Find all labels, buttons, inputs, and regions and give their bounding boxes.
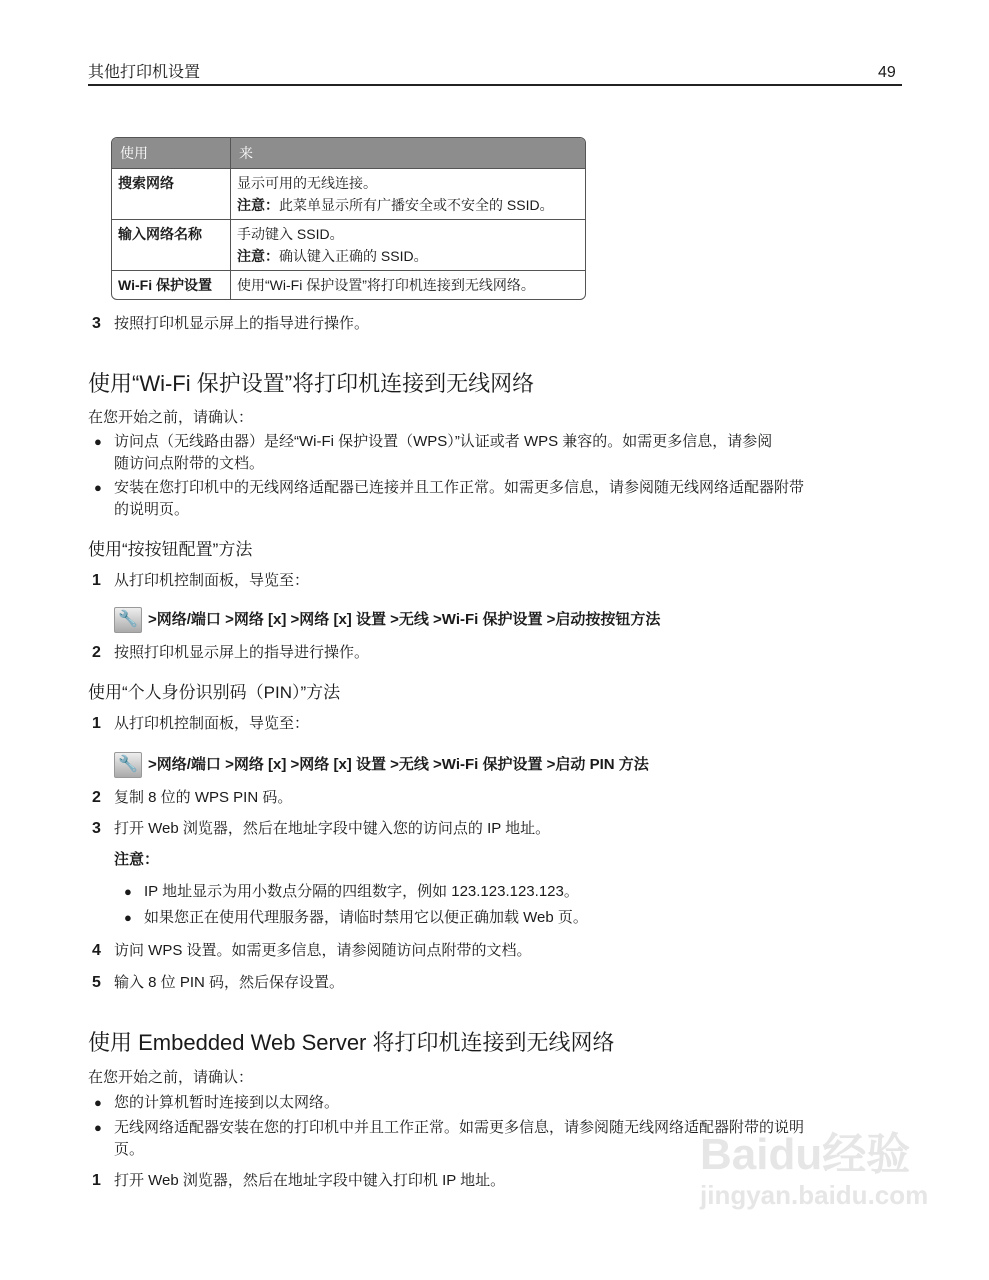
bullet-text: 您的计算机暂时连接到以太网络。 [114, 1094, 340, 1111]
step-text: 打开 Web 浏览器，然后在地址字段中键入打印机 IP 地址。 [114, 1172, 506, 1189]
section-heading: 使用“Wi-Fi 保护设置”将打印机连接到无线网络 [88, 371, 535, 396]
intro-text: 在您开始之前，请确认： [88, 1069, 254, 1086]
wrench-icon: 🔧 [114, 607, 142, 633]
bullet: ● [94, 1120, 102, 1135]
bullet: ● [94, 1095, 102, 1110]
bullet-text: 安装在您打印机中的无线网络适配器已连接并且工作正常。如需更多信息，请参阅随无线网络适配器附带 [114, 479, 805, 496]
step-text: 打开 Web 浏览器，然后在地址字段中键入您的访问点的 IP 地址。 [114, 820, 551, 837]
step-number: 3 [92, 820, 101, 837]
step-number: 5 [92, 974, 101, 991]
step-text: 按照打印机显示屏上的指导进行操作。 [114, 644, 370, 661]
baidu-watermark-logo: Baidu经验 jingyan.baidu.com [700, 1130, 929, 1210]
step-text: 按照打印机显示屏上的指导进行操作。 [114, 315, 370, 332]
header-rule [88, 84, 902, 86]
step-number: 2 [92, 789, 101, 806]
bullet: ● [124, 910, 132, 925]
bullet-text: 无线网络适配器安装在您的打印机中并且工作正常。如需更多信息，请参阅随无线网络适配器附带的说明 [114, 1119, 805, 1136]
bullet-text: 的说明页。 [114, 501, 190, 518]
menu-path: 🔧 >网络/端口 >网络 [x] >网络 [x] 设置 >无线 >Wi-Fi 保护设置 >启动按按钮方法 [114, 607, 660, 633]
menu-path: 🔧 >网络/端口 >网络 [x] >网络 [x] 设置 >无线 >Wi-Fi 保护设置 >启动 PIN 方法 [114, 752, 649, 778]
step-number: 3 [92, 315, 101, 332]
step-number: 2 [92, 644, 101, 661]
subsection-heading: 使用“个人身份识别码（PIN）”方法 [88, 683, 341, 702]
subsection-heading: 使用“按按钮配置”方法 [88, 540, 253, 559]
step-text: 从打印机控制面板，导览至： [114, 572, 310, 589]
page-number: 49 [878, 64, 896, 81]
note-label: 注意： [114, 851, 160, 868]
col-header: 使用 [112, 138, 231, 168]
table-row: Wi-Fi 保护设置 使用“Wi-Fi 保护设置”将打印机连接到无线网络。 [112, 270, 585, 299]
col-header: 来 [231, 138, 585, 168]
note-text: IP 地址显示为用小数点分隔的四组数字，例如 123.123.123.123。 [144, 883, 579, 900]
step-text: 输入 8 位 PIN 码，然后保存设置。 [114, 974, 345, 991]
step-number: 1 [92, 572, 101, 589]
table-row: 搜索网络 显示可用的无线连接。 注意：此菜单显示所有广播安全或不安全的 SSID。 [112, 168, 585, 219]
bullet-text: 随访问点附带的文档。 [114, 455, 265, 472]
step-text: 复制 8 位的 WPS PIN 码。 [114, 789, 293, 806]
table-row: 输入网络名称 手动键入 SSID。 注意：确认键入正确的 SSID。 [112, 219, 585, 270]
section-heading: 使用 Embedded Web Server 将打印机连接到无线网络 [88, 1030, 615, 1055]
step-text: 从打印机控制面板，导览至： [114, 715, 310, 732]
bullet: ● [124, 884, 132, 899]
note-text: 如果您正在使用代理服务器，请临时禁用它以便正确加载 Web 页。 [144, 909, 588, 926]
bullet: ● [94, 434, 102, 449]
step-number: 1 [92, 715, 101, 732]
menu-table [111, 137, 586, 300]
bullet-text: 访问点（无线路由器）是经“Wi-Fi 保护设置（WPS）”认证或者 WPS 兼容的。如需更多信息，请参阅 [114, 433, 773, 450]
bullet-text: 页。 [114, 1141, 145, 1158]
intro-text: 在您开始之前，请确认： [88, 409, 254, 426]
step-number: 4 [92, 942, 101, 959]
wrench-icon: 🔧 [114, 752, 142, 778]
step-text: 访问 WPS 设置。如需更多信息，请参阅随访问点附带的文档。 [114, 942, 532, 959]
running-header: 其他打印机设置 [88, 64, 201, 81]
step-number: 1 [92, 1172, 101, 1189]
bullet: ● [94, 480, 102, 495]
